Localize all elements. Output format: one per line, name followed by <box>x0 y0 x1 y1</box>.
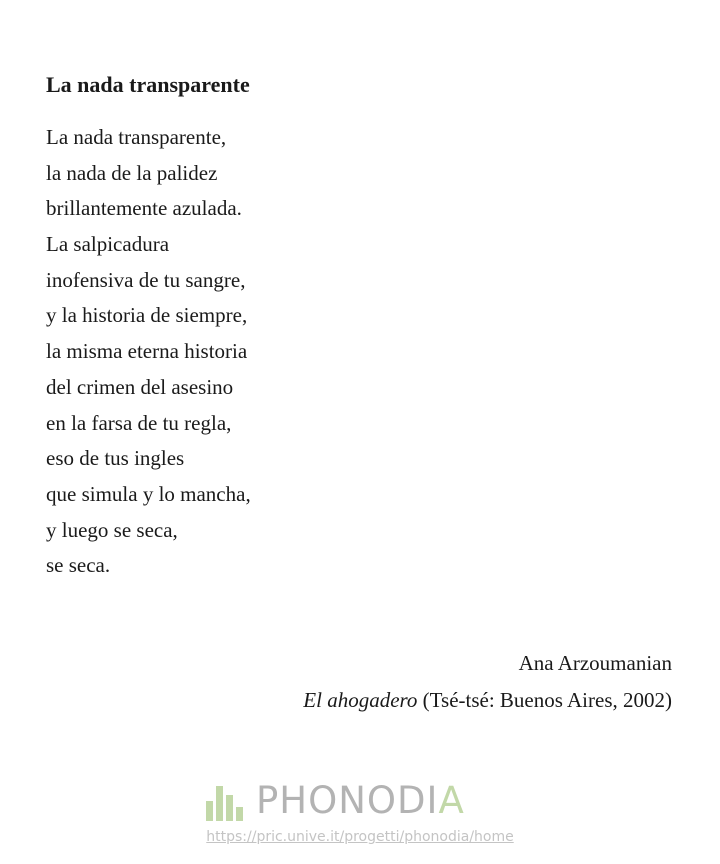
logo-wordmark <box>256 781 465 821</box>
poem-line: la misma eterna historia <box>46 339 248 364</box>
poem-line: y luego se seca, <box>46 517 178 542</box>
poem-body <box>46 120 251 584</box>
bar-chart-icon <box>206 781 246 821</box>
phonodia-logo <box>206 779 465 821</box>
logo-text-main: PHONODI <box>256 779 439 822</box>
poem-line: se seca. <box>46 553 111 578</box>
publication-info: (Tsé-tsé: Buenos Aires, 2002) <box>417 688 672 712</box>
attribution <box>303 645 672 719</box>
poem-line: La nada transparente, <box>46 125 227 149</box>
poem-title: La nada transparente <box>46 72 250 97</box>
author-name: Ana Arzoumanian <box>518 651 672 675</box>
poem-line: en la farsa de tu regla, <box>46 410 232 435</box>
poem-line: brillantemente azulada. <box>46 196 242 221</box>
source-citation <box>303 682 672 719</box>
poem-line: del crimen del asesino <box>46 374 234 399</box>
book-title: El ahogadero <box>303 688 418 712</box>
poem-line: La salpicadura <box>46 232 170 257</box>
poem-line: que simula y lo mancha, <box>46 481 251 506</box>
poem-line: eso de tus ingles <box>46 446 185 471</box>
poem-line: inofensiva de tu sangre, <box>46 267 246 292</box>
poem-line: y la historia de siempre, <box>46 303 248 328</box>
logo-text-accent: A <box>438 779 465 822</box>
poem-line: la nada de la palidez <box>46 160 218 185</box>
phonodia-link[interactable]: https://pric.unive.it/progetti/phonodia/home <box>206 829 514 845</box>
